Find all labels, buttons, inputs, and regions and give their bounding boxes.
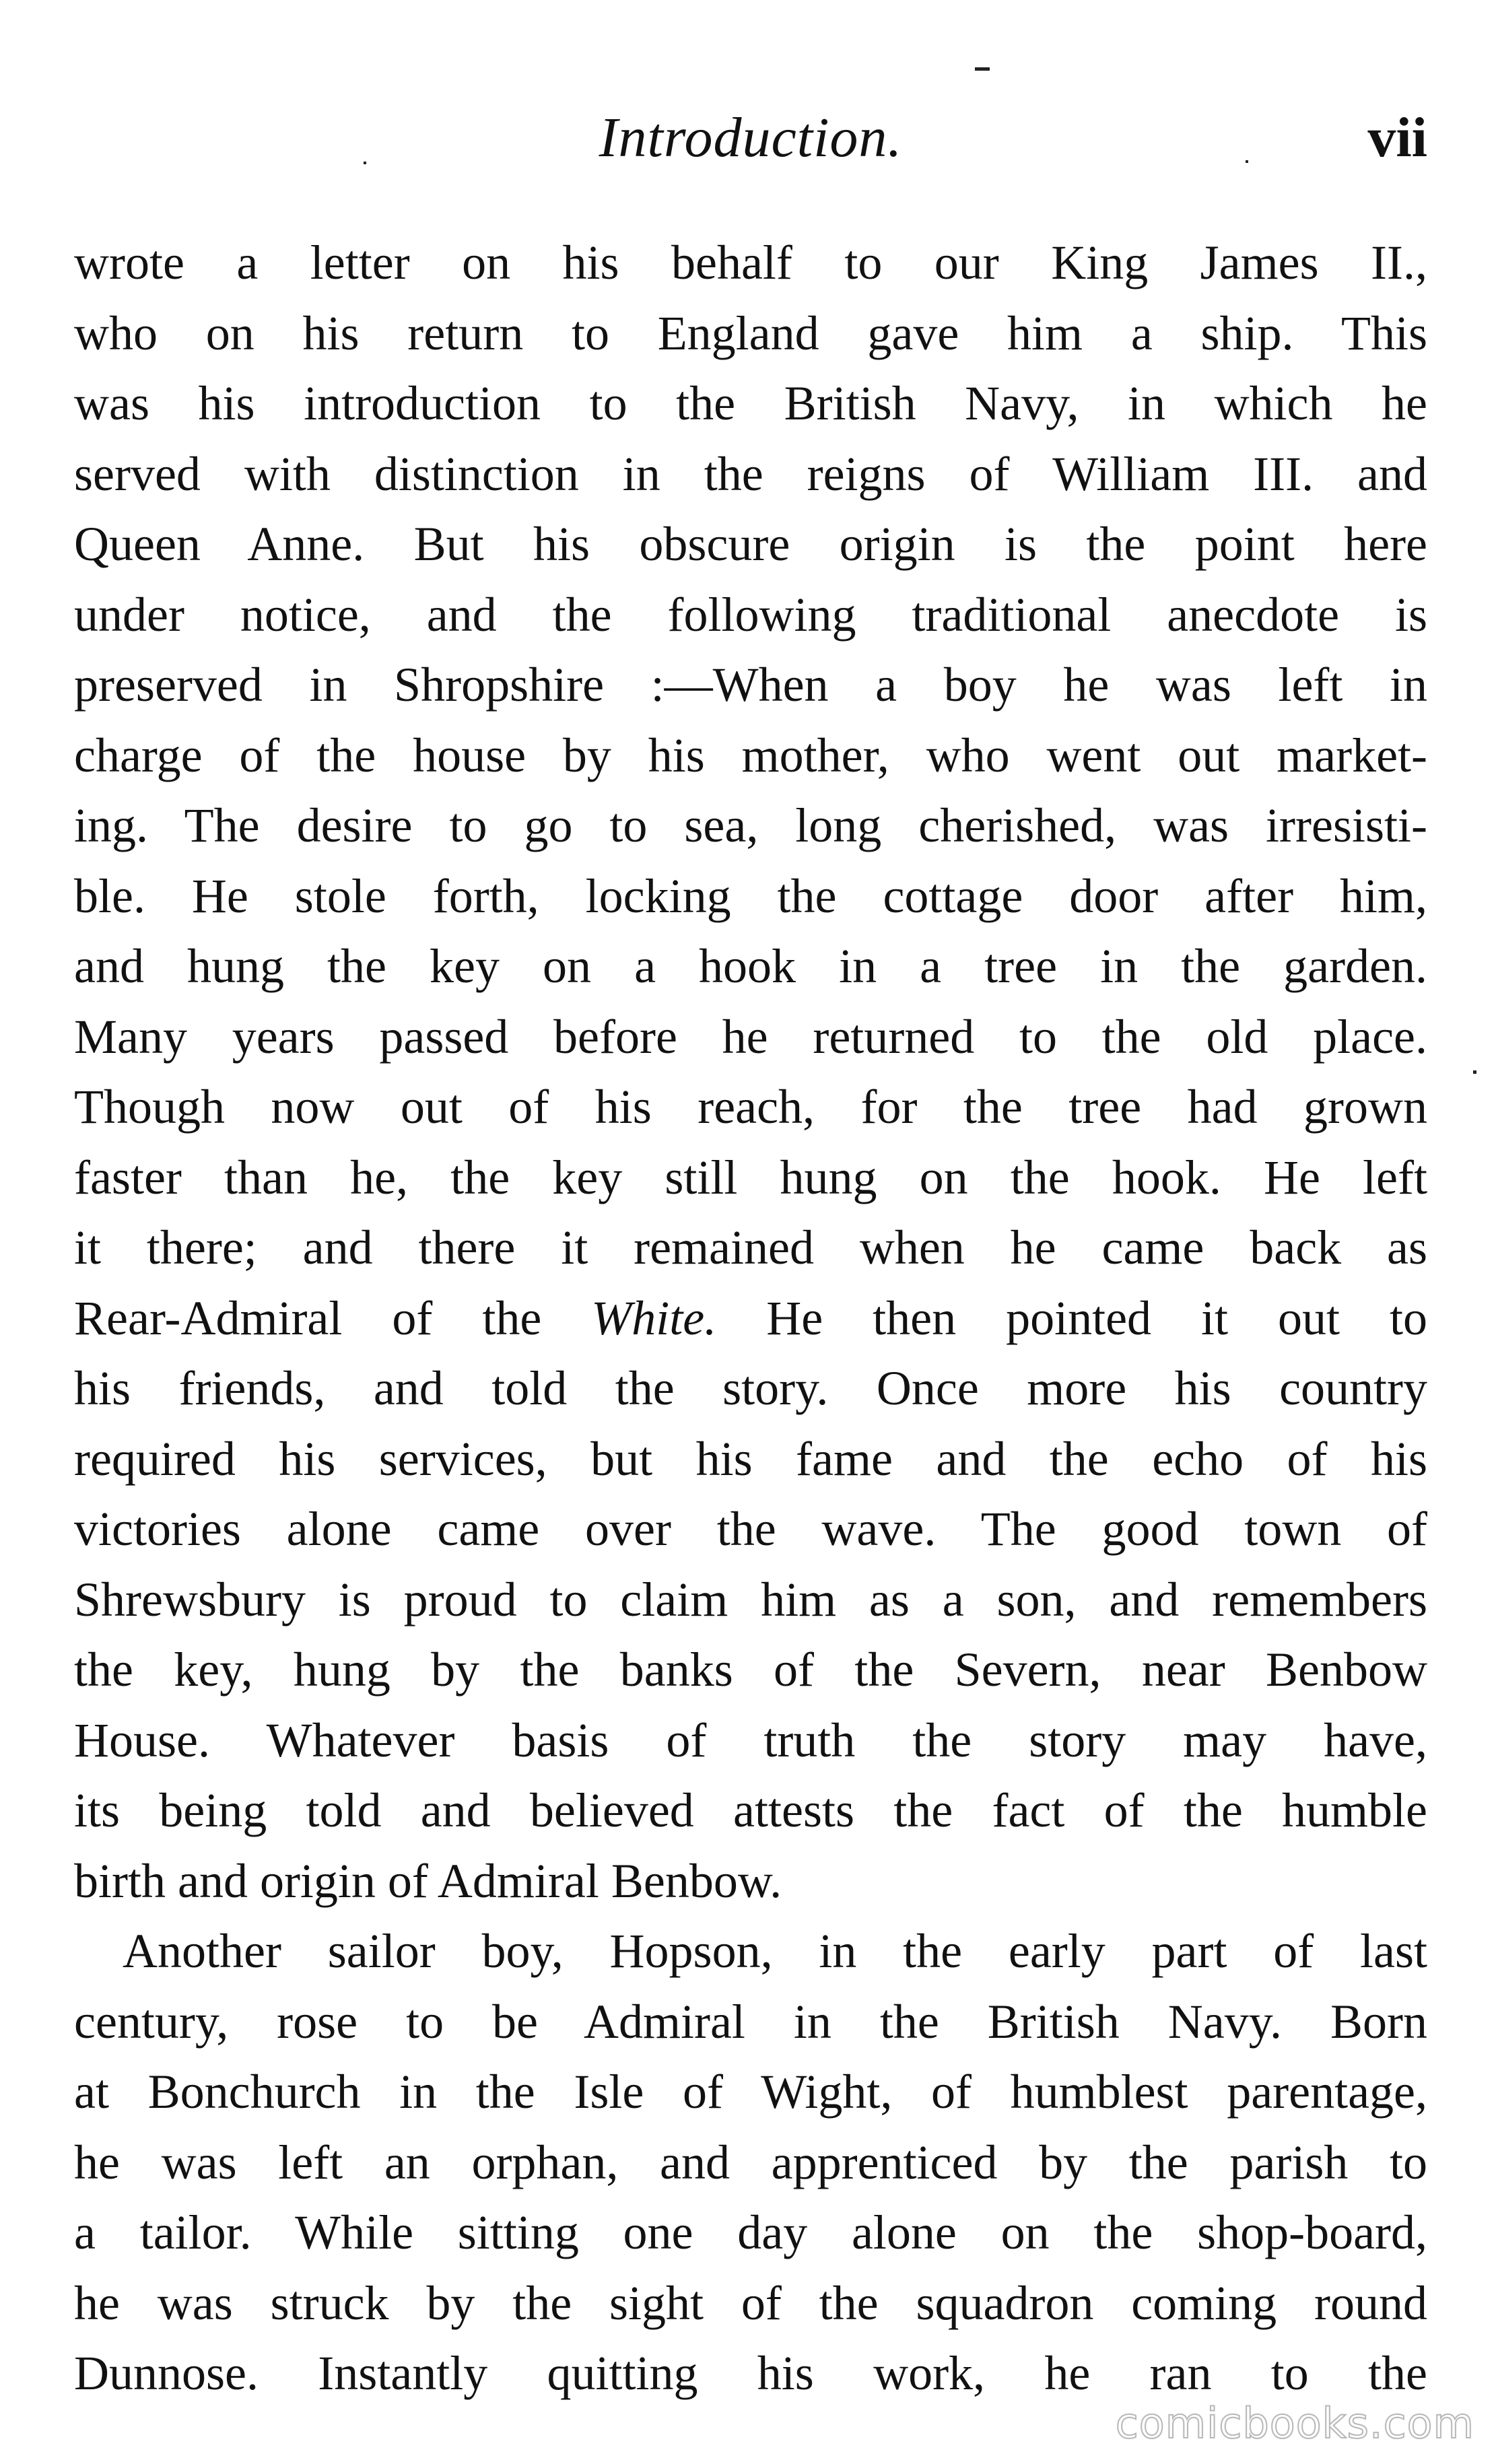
paragraph-2 [74, 1916, 1427, 2409]
text-line: Rear-Admiral of the White. He then pointed it out to [74, 1291, 1427, 1345]
text-line: at Bonchurch in the Isle of Wight, of humblest parentage, [74, 2065, 1427, 2119]
text-line: Many years passed before he returned to the old place. [74, 1009, 1427, 1064]
text-line: Queen Anne. But his obscure origin is the point here [74, 517, 1427, 571]
text-line: century, rose to be Admiral in the British Navy. Born [74, 1994, 1427, 2049]
text-line: birth and origin of Admiral Benbow. [74, 1853, 782, 1908]
text-line: a tailor. While sitting one day alone on the shop-board, [74, 2205, 1427, 2259]
text-line: Another sailor boy, Hopson, in the early part of last [123, 1924, 1427, 1978]
page-header [74, 101, 1427, 175]
scan-speck [1246, 160, 1248, 163]
scan-speck [975, 67, 990, 71]
text-line: his friends, and told the story. Once more his country [74, 1361, 1427, 1415]
text-line: House. Whatever basis of truth the story may have, [74, 1713, 1427, 1767]
watermark: comicbooks.com [1115, 2399, 1474, 2448]
italic-word: White. [591, 1291, 717, 1345]
text-line: its being told and believed attests the fact of the humble [74, 1783, 1427, 1837]
text-line: under notice, and the following traditional anecdote is [74, 587, 1427, 642]
text-line: who on his return to England gave him a ship. This [74, 306, 1427, 360]
scan-speck [364, 162, 366, 164]
text-line: preserved in Shropshire :—When a boy he was left in [74, 658, 1427, 712]
text-line: faster than he, the key still hung on the hook. He left [74, 1150, 1427, 1204]
text-line: and hung the key on a hook in a tree in the garden. [74, 939, 1427, 993]
text-line: ing. The desire to go to sea, long cherished, was irresisti- [74, 798, 1427, 852]
text-line: Shrewsbury is proud to claim him as a son, and remembers [74, 1572, 1427, 1627]
text-line: served with distinction in the reigns of William III. and [74, 446, 1427, 501]
body-text [74, 228, 1427, 2409]
text-line: charge of the house by his mother, who went out market- [74, 728, 1427, 782]
text-line: he was struck by the sight of the squadron coming round [74, 2275, 1427, 2330]
text-line: it there; and there it remained when he came back as [74, 1221, 1427, 1274]
text-line: Dunnose. Instantly quitting his work, he ran to the [74, 2346, 1427, 2400]
page-number: vii [1367, 106, 1427, 169]
text-line: ble. He stole forth, locking the cottage door after him, [74, 868, 1427, 923]
text-line: wrote a letter on his behalf to our King James II., [74, 236, 1427, 289]
text-line: was his introduction to the British Navy, in which he [74, 376, 1427, 430]
text-line: Though now out of his reach, for the tree had grown [74, 1080, 1427, 1134]
scan-speck [1473, 1070, 1476, 1074]
paragraph-1 [74, 228, 1427, 1916]
text-line: victories alone came over the wave. The good town of [74, 1502, 1427, 1556]
text-line: required his services, but his fame and the echo of his [74, 1431, 1427, 1486]
running-title: Introduction. [599, 106, 903, 169]
text-line: the key, hung by the banks of the Severn, near Benbow [74, 1643, 1427, 1697]
text-line: he was left an orphan, and apprenticed by the parish to [74, 2135, 1427, 2189]
